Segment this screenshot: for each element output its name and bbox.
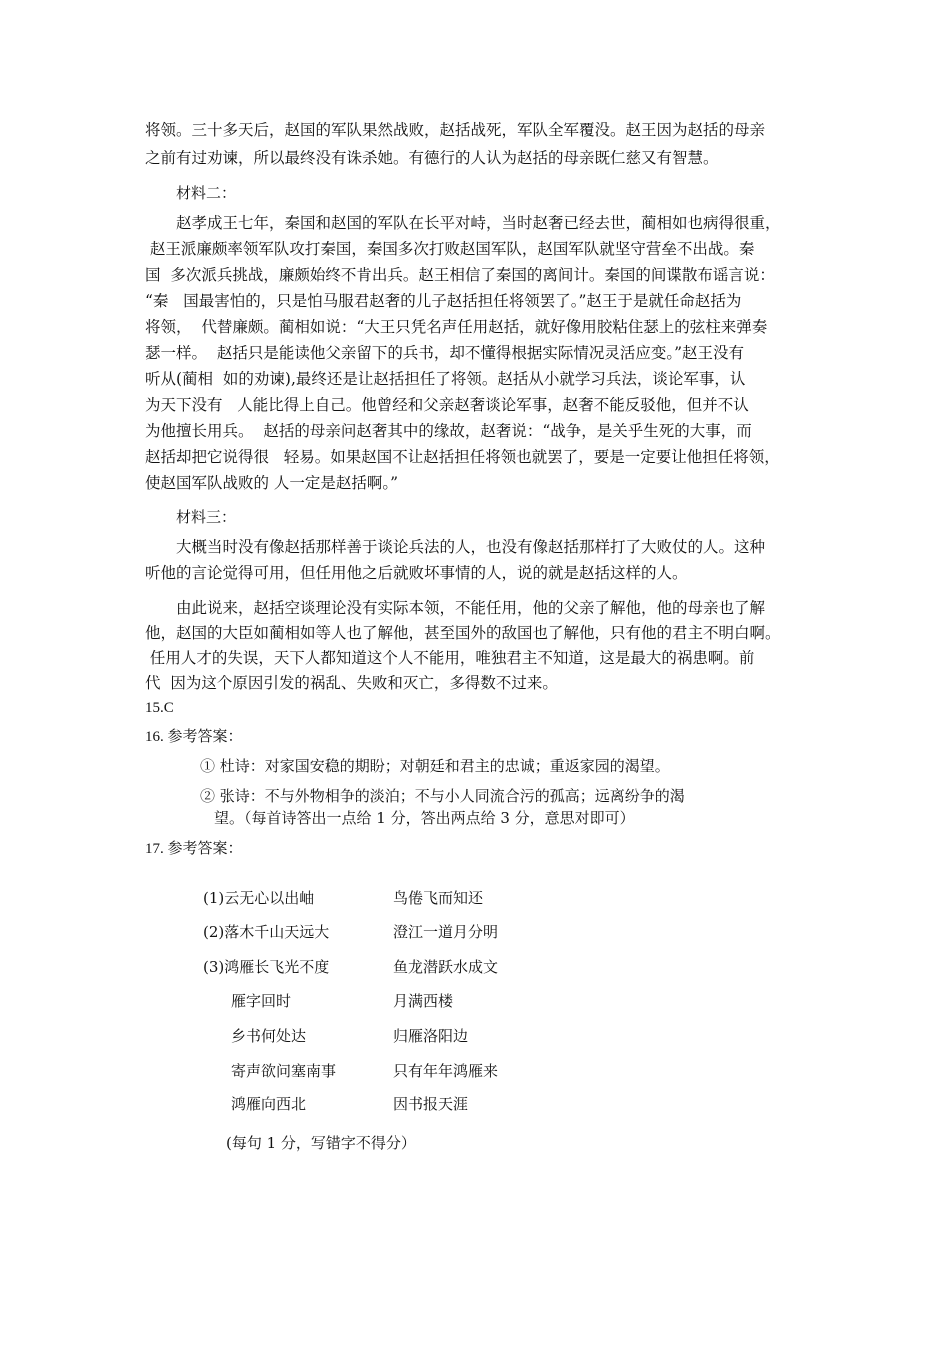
material3-line: 听他的言论觉得可用，但任用他之后就败坏事情的人，说的就是赵括这样的人。 bbox=[145, 564, 688, 582]
q17-row-right: 鸟倦飞而知还 bbox=[393, 889, 484, 907]
q17-title: 17. 参考答案： bbox=[145, 841, 243, 857]
q17-row-right: 澄江一道月分明 bbox=[393, 923, 499, 941]
material2-line: 将领， 代替廉颇。蔺相如说：“大王只凭名声任用赵括，就好像用胶粘住瑟上的弦柱来弹奏 bbox=[145, 318, 768, 336]
material2-line: 为天下没有 人能比得上自己。他曾经和父亲赵奢谈论军事，赵奢不能反驳他，但并不认 bbox=[145, 396, 749, 414]
material2-line: “秦 国最害怕的，只是怕马服君赵奢的儿子赵括担任将领罢了。”赵王于是就任命赵括为 bbox=[145, 292, 742, 310]
material2-label: 材料二： bbox=[176, 184, 237, 202]
material3-line: 由此说来，赵括空谈理论没有实际本领，不能任用，他的父亲了解他，他的母亲也了解 bbox=[176, 599, 766, 617]
q17-row-right: 归雁洛阳边 bbox=[393, 1027, 469, 1045]
q15-answer: 15.C bbox=[145, 700, 174, 716]
q16-item-2: ② 张诗：不与外物相争的淡泊；不与小人同流合污的孤高；远离纷争的渴 bbox=[200, 787, 685, 805]
q16-item-2-cont: 望。（每首诗答出一点给 1 分，答出两点给 3 分，意思对即可） bbox=[214, 809, 635, 827]
q17-row-left: 乡书何处达 bbox=[231, 1027, 307, 1045]
material3-line: 代 因为这个原因引发的祸乱、失败和灭亡，多得数不过来。 bbox=[145, 674, 558, 692]
q17-row-right: 因书报天涯 bbox=[393, 1095, 469, 1113]
q17-row-left: 鸿雁向西北 bbox=[231, 1095, 307, 1113]
q17-note: (每句 1 分，写错字不得分） bbox=[226, 1134, 416, 1152]
q16-item-1: ① 杜诗：对家国安稳的期盼；对朝廷和君主的忠诚；重返家园的渴望。 bbox=[200, 757, 670, 775]
material2-line: 赵孝成王七年，秦国和赵国的军队在长平对峙，当时赵奢已经去世，蔺相如也病得很重， bbox=[176, 214, 781, 232]
q17-row-right: 月满西楼 bbox=[393, 992, 454, 1010]
material1-line: 将领。三十多天后，赵国的军队果然战败，赵括战死，军队全军覆没。赵王因为赵括的母亲 bbox=[145, 121, 766, 139]
q16-title: 16. 参考答案： bbox=[145, 729, 243, 745]
q17-row-right: 只有年年鸿雁来 bbox=[393, 1062, 499, 1080]
material3-label: 材料三： bbox=[176, 508, 237, 526]
material3-line: 大概当时没有像赵括那样善于谈论兵法的人，也没有像赵括那样打了大败仗的人。这种 bbox=[176, 538, 766, 556]
material2-line: 使赵国军队战败的 人一定是赵括啊。” bbox=[145, 474, 399, 492]
material2-line: 赵括却把它说得很 轻易。如果赵国不让赵括担任将领也就罢了，要是一定要让他担任将领， bbox=[145, 448, 780, 466]
material2-line: 国 多次派兵挑战，廉颇始终不肯出兵。赵王相信了秦国的离间计。秦国的间谍散布谣言说： bbox=[145, 266, 775, 284]
q17-row-left: 雁字回时 bbox=[231, 992, 292, 1010]
q17-row-left: (2)落木千山天远大 bbox=[203, 923, 330, 941]
material2-line: 赵王派廉颇率领军队攻打秦国，秦国多次打败赵国军队，赵国军队就坚守营垒不出战。秦 bbox=[145, 240, 755, 258]
material1-line: 之前有过劝谏，所以最终没有诛杀她。有德行的人认为赵括的母亲既仁慈又有智慧。 bbox=[145, 149, 719, 167]
q17-row-right: 鱼龙潜跃水成文 bbox=[393, 958, 499, 976]
q17-row-left: (1)云无心以出岫 bbox=[203, 889, 315, 907]
material2-line: 为他擅长用兵。 赵括的母亲问赵奢其中的缘故，赵奢说：“战争，是关乎生死的大事，而 bbox=[145, 422, 752, 440]
q17-row-left: 寄声欲问塞南事 bbox=[231, 1062, 337, 1080]
material3-line: 他，赵国的大臣如蔺相如等人也了解他，甚至国外的敌国也了解他，只有他的君主不明白啊。 bbox=[145, 624, 781, 642]
material3-line: 任用人才的失误，天下人都知道这个人不能用，唯独君主不知道，这是最大的祸患啊。前 bbox=[145, 649, 755, 667]
material2-line: 听从(蔺相 如的劝谏),最终还是让赵括担任了将领。赵括从小就学习兵法，谈论军事，认 bbox=[145, 370, 746, 388]
q17-row-left: (3)鸿雁长飞光不度 bbox=[203, 958, 330, 976]
material2-line: 瑟一样。 赵括只是能读他父亲留下的兵书，却不懂得根据实际情况灵活应变。”赵王没有 bbox=[145, 344, 745, 362]
